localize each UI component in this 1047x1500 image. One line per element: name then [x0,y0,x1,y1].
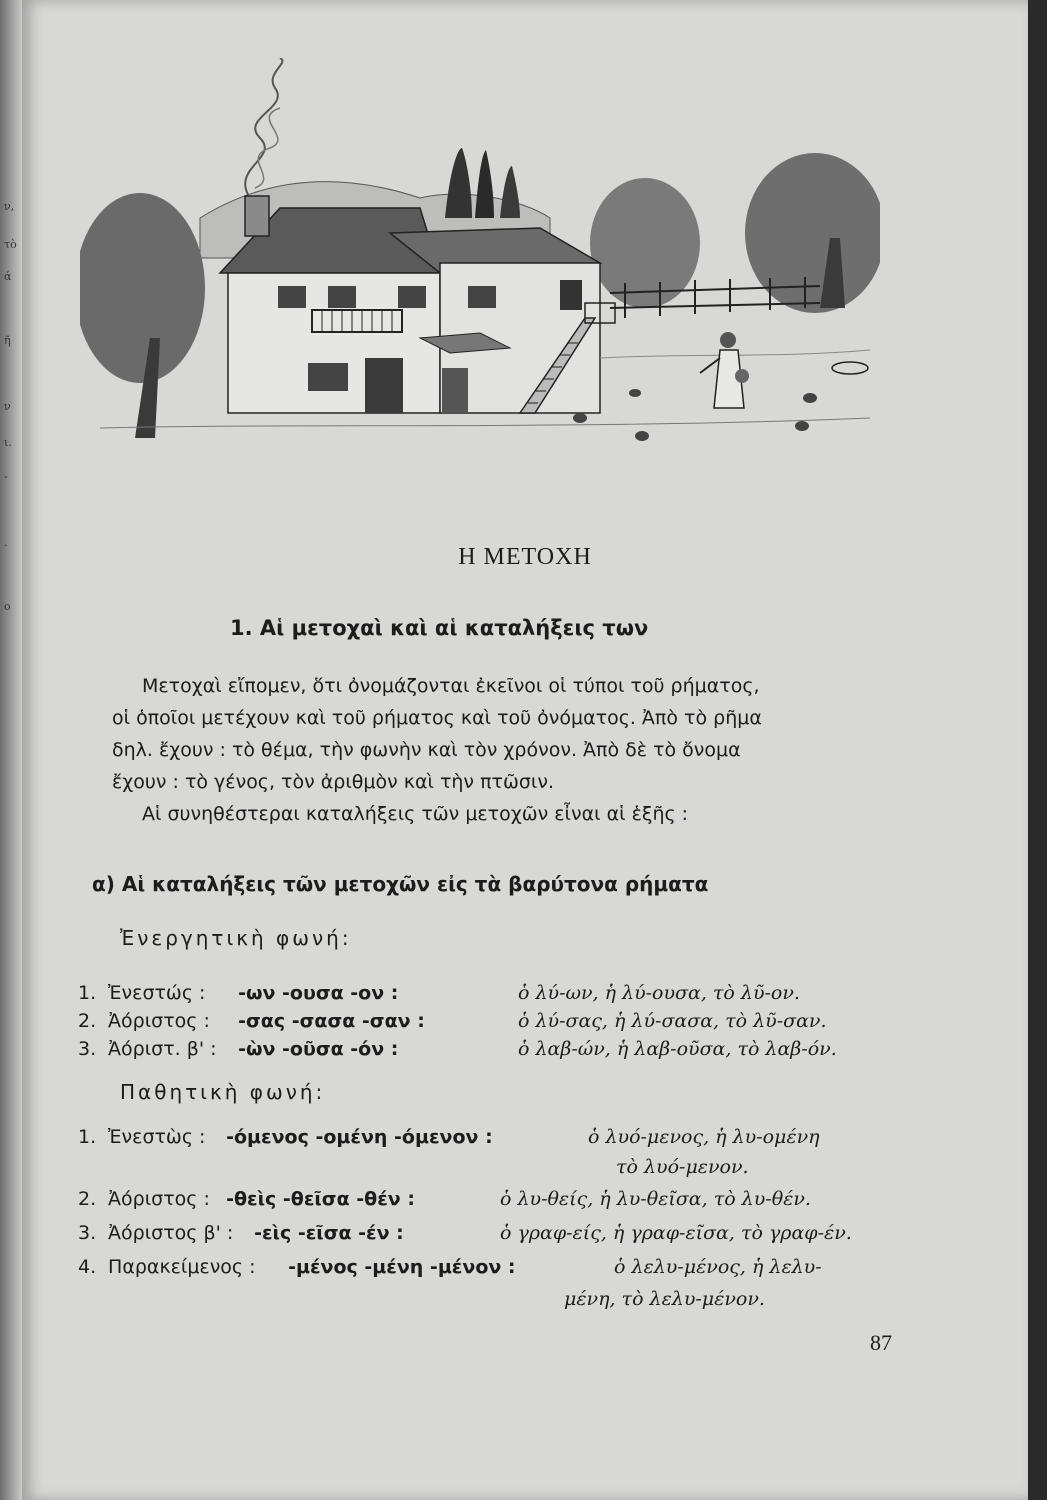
paragraph-line: Μετοχαὶ εἴπομεν, ὅτι ὀνομάζονται ἐκεῖνοι οἱ τύποι τοῦ ρήματος, [142,675,760,697]
row-number: 1. [78,982,97,1004]
row-number: 3. [78,1038,97,1060]
tense-name: Ἀόριστος β' : [108,1222,234,1244]
passive-row-2 [78,1188,908,1216]
example-continuation: μένη, τὸ λελυ-μένον. [564,1288,765,1310]
ending-forms: -εὶς -εῖσα -έν : [254,1222,404,1244]
passive-voice-label: Παθητικὴ φωνή: [120,1080,326,1104]
paragraph-line: δηλ. ἔχουν : τὸ θέμα, τὴν φωνὴν καὶ τὸν χρόνον. Ἀπὸ δὲ τὸ ὄνομα [112,739,741,761]
tense-name: Ἐνεστὼς : [108,1126,206,1148]
example-forms: ὁ λαβ-ών, ἡ λαβ-οῦσα, τὸ λαβ-όν. [518,1038,837,1060]
active-row-1 [78,982,908,1010]
strip-mark: τὸ [4,238,17,251]
paragraph-line: ἔχουν : τὸ γένος, τὸν ἀριθμὸν καὶ τὴν πτῶσιν. [112,771,555,793]
passive-row-3 [78,1222,908,1250]
row-number: 3. [78,1222,97,1244]
row-number: 2. [78,1188,97,1210]
strip-mark: - [4,470,8,483]
strip-mark: ι. [4,436,12,449]
page-number: 87 [870,1330,892,1355]
passive-row-4 [78,1256,908,1284]
tense-name: Ἀόριστ. β' : [108,1038,217,1060]
example-forms: ὁ λυ-θείς, ἡ λυ-θεῖσα, τὸ λυ-θέν. [500,1188,811,1210]
tense-name: Ἀόριστος : [108,1188,210,1210]
example-continuation: τὸ λυό-μενον. [616,1156,749,1178]
section-heading: 1. Αἱ μετοχαὶ καὶ αἱ καταλήξεις των [230,616,649,640]
tense-name: Ἐνεστώς : [108,982,206,1004]
example-forms: ὁ λύ-σας, ἡ λύ-σασα, τὸ λῦ-σαν. [518,1010,827,1032]
example-forms: ὁ λύ-ων, ἡ λύ-ουσα, τὸ λῦ-ον. [518,982,800,1004]
strip-mark: ν [4,400,11,413]
example-forms: ὁ γραφ-είς, ἡ γραφ-εῖσα, τὸ γραφ-έν. [500,1222,852,1244]
book-page [22,0,1028,1500]
farmhouse-drawing [80,58,880,453]
ending-forms: -ὼν -οῦσα -όν : [238,1038,399,1060]
paragraph-line: οἱ ὁποῖοι μετέχουν καὶ τοῦ ρήματος καὶ τοῦ ὀνόματος. Ἀπὸ τὸ ρῆμα [112,707,762,729]
strip-mark: ά [4,270,12,283]
page-title: Η ΜΕΤΟΧΗ [458,544,592,570]
ending-forms: -σας -σασα -σαν : [238,1010,425,1032]
tense-name: Παρακείμενος : [108,1256,256,1278]
ending-forms: -θεὶς -θεῖσα -θέν : [226,1188,415,1210]
example-forms: ὁ λελυ-μένος, ἡ λελυ- [614,1256,822,1278]
row-number: 1. [78,1126,97,1148]
row-number: 2. [78,1010,97,1032]
strip-mark: ῆ [4,334,11,347]
row-number: 4. [78,1256,97,1278]
active-row-3 [78,1038,908,1066]
example-forms: ὁ λυό-μενος, ἡ λυ-ομένη [588,1126,820,1148]
adjacent-page-edge [0,0,22,1500]
tense-name: Ἀόριστος : [108,1010,210,1032]
strip-mark: ο [4,600,11,613]
active-row-2 [78,1010,908,1038]
farmhouse-illustration [80,58,880,453]
ending-forms: -μένος -μένη -μένον : [288,1256,516,1278]
strip-mark: ν, [4,200,15,213]
paragraph-line: Αἱ συνηθέστεραι καταλήξεις τῶν μετοχῶν εἶναι αἱ ἑξῆς : [142,803,689,825]
ending-forms: -όμενος -ομένη -όμενον : [226,1126,493,1148]
intro-paragraph [112,670,892,830]
subsection-heading: α) Αἱ καταλήξεις τῶν μετοχῶν εἰς τὰ βαρύτονα ρήματα [92,872,709,896]
active-voice-label: Ἐνεργητικὴ φωνή: [120,926,352,950]
ending-forms: -ων -ουσα -ον : [238,982,399,1004]
passive-row-1 [78,1126,908,1154]
strip-mark: . [4,536,8,549]
